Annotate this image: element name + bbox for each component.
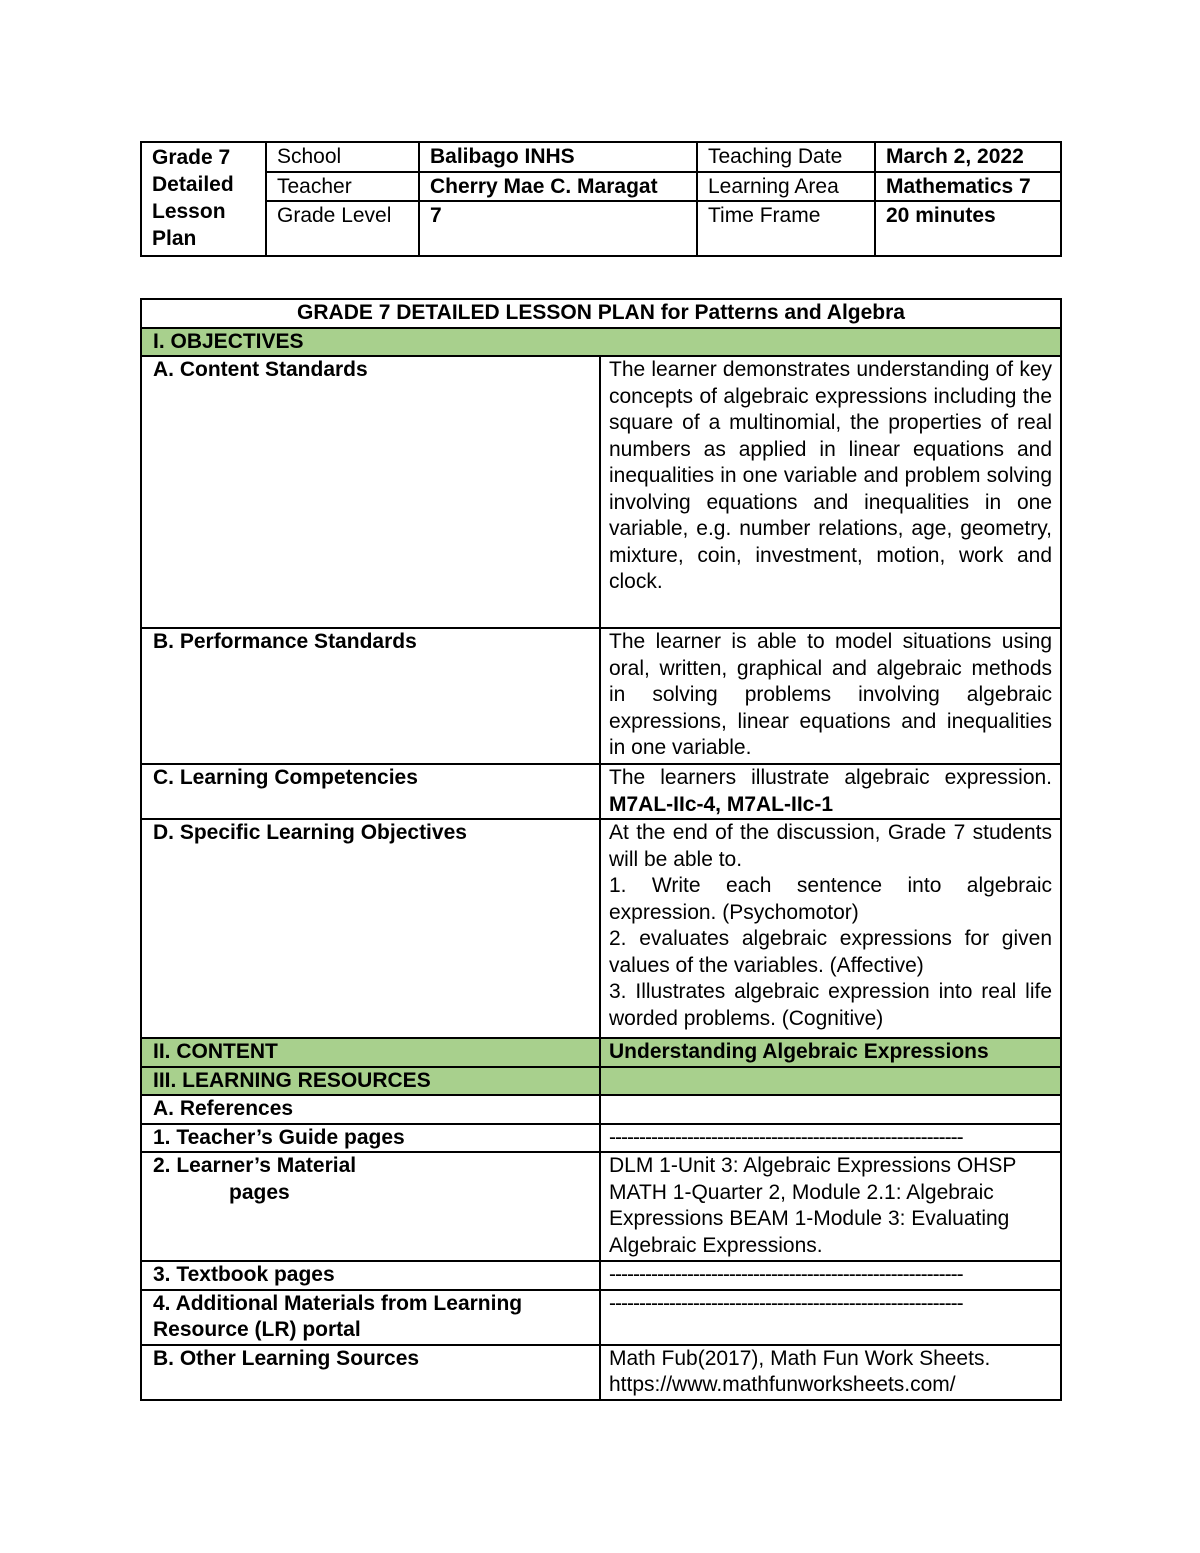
learning-area-label: Learning Area: [697, 172, 875, 202]
learning-competencies-label: C. Learning Competencies: [141, 764, 600, 819]
performance-standards-label: B. Performance Standards: [141, 628, 600, 764]
other-sources-value: Math Fub(2017), Math Fun Work Sheets. https://www.mathfunworksheets.com/: [600, 1345, 1061, 1400]
grade-level-label: Grade Level: [266, 201, 419, 256]
time-frame-label: Time Frame: [697, 201, 875, 256]
textbook-value: -----------------------------------------------------------: [600, 1261, 1061, 1290]
content-value: Understanding Algebraic Expressions: [600, 1038, 1061, 1067]
time-frame-value: 20 minutes: [875, 201, 1061, 256]
header-table: [140, 141, 1062, 257]
learners-material-label-pages: pages: [229, 1180, 290, 1204]
specific-objectives-label: D. Specific Learning Objectives: [141, 819, 600, 1038]
teaching-date-label: Teaching Date: [697, 142, 875, 172]
lesson-plan-table: [140, 298, 1062, 1401]
specific-objective-1: 1. Write each sentence into algebraic expression. (Psychomotor): [609, 874, 1053, 924]
plan-label: Grade 7 Detailed Lesson Plan: [141, 142, 266, 256]
specific-objective-3: 3. Illustrates algebraic expression into real life worded problems. (Cognitive): [609, 980, 1053, 1030]
specific-objectives-intro: At the end of the discussion, Grade 7 students will be able to.: [609, 821, 1053, 871]
performance-standards-text: The learner is able to model situations using oral, written, graphical and algebraic methods in solving problems involving algebraic expressions, linear equations and inequalities in one variable.: [600, 628, 1061, 764]
specific-objective-2: 2. evaluates algebraic expressions for given values of the variables. (Affective): [609, 927, 1053, 977]
teacher-value: Cherry Mae C. Maragat: [419, 172, 697, 202]
learners-material-label: 2. Learner’s Material: [153, 1154, 357, 1177]
additional-materials-value: -----------------------------------------------------------: [600, 1290, 1061, 1345]
references-empty: [600, 1095, 1061, 1124]
learning-competencies-cell: [600, 764, 1061, 819]
learners-material-value: DLM 1-Unit 3: Algebraic Expressions OHSP MATH 1-Quarter 2, Module 2.1: Algebraic Expressions BEAM 1-Module 3: Evaluating Algebraic Expressions.: [600, 1152, 1061, 1261]
grade-level-value: 7: [419, 201, 697, 256]
learning-area-value: Mathematics 7: [875, 172, 1061, 202]
content-heading: II. CONTENT: [141, 1038, 600, 1067]
teachers-guide-value: -----------------------------------------------------------: [600, 1124, 1061, 1153]
references-label: A. References: [141, 1095, 600, 1124]
teacher-label: Teacher: [266, 172, 419, 202]
objectives-heading: I. OBJECTIVES: [141, 328, 1061, 357]
learning-competencies-codes: M7AL-IIc-4, M7AL-IIc-1: [609, 792, 834, 816]
teaching-date-value: March 2, 2022: [875, 142, 1061, 172]
lesson-title: GRADE 7 DETAILED LESSON PLAN for Patterns and Algebra: [141, 299, 1061, 328]
school-value: Balibago INHS: [419, 142, 697, 172]
other-sources-label: B. Other Learning Sources: [141, 1345, 600, 1400]
learning-competencies-text: The learners illustrate algebraic expression.: [609, 766, 1053, 789]
content-standards-label: A. Content Standards: [141, 356, 600, 628]
resources-heading: III. LEARNING RESOURCES: [141, 1067, 600, 1096]
textbook-label: 3. Textbook pages: [141, 1261, 600, 1290]
specific-objectives-cell: [600, 819, 1061, 1038]
learners-material-cell: [141, 1152, 600, 1261]
resources-heading-empty: [600, 1067, 1061, 1096]
teachers-guide-label: 1. Teacher’s Guide pages: [141, 1124, 600, 1153]
school-label: School: [266, 142, 419, 172]
content-standards-text: The learner demonstrates understanding of key concepts of algebraic expressions including the square of a multinomial, the properties of real numbers as applied in linear equations and inequalities in one variable and problem solving involving equations and inequalities in one variable, e.g. number relations, age, geometry, mixture, coin, investment, motion, work and clock.: [600, 356, 1061, 628]
additional-materials-label: 4. Additional Materials from Learning Resource (LR) portal: [141, 1290, 600, 1345]
